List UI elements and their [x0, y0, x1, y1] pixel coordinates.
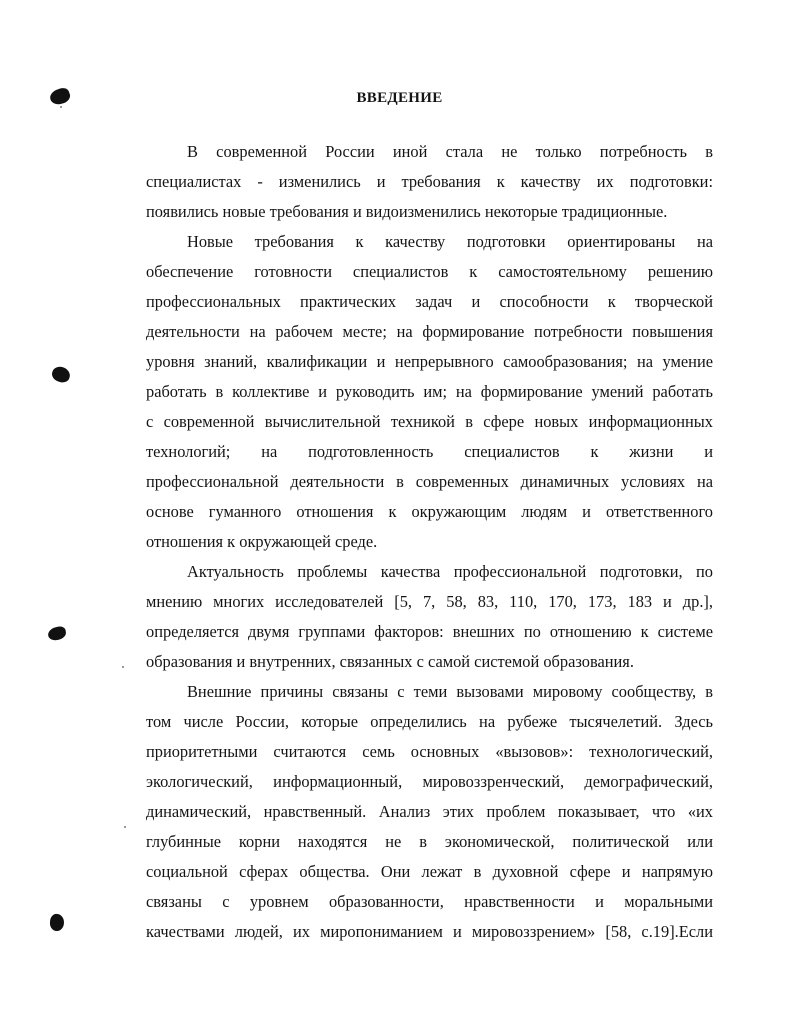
text-line: технологий; на подготовленность специалистов к жизни и	[146, 442, 713, 461]
text-line: деятельности на рабочем месте; на формирование потребности повышения	[146, 322, 713, 341]
text-line: основе гуманного отношения к окружающим людям и ответственного	[146, 502, 713, 521]
text-line: В современной России иной стала не только потребность в	[187, 142, 713, 161]
text-line: обеспечение готовности специалистов к самостоятельному решению	[146, 262, 713, 281]
text-line: отношения к окружающей среде.	[146, 532, 378, 551]
text-line: специалистах - изменились и требования к качеству их подготовки:	[146, 172, 713, 191]
text-line: появились новые требования и видоизменились некоторые традиционные.	[146, 202, 668, 221]
text-line: профессиональной деятельности в современных динамичных условиях на	[146, 472, 713, 491]
scan-speck	[122, 666, 124, 668]
text-line: определяется двумя группами факторов: внешних по отношению к системе	[146, 622, 713, 641]
text-line: мнению многих исследователей [5, 7, 58, 83, 110, 170, 173, 183 и др.],	[146, 592, 713, 611]
text-line: приоритетными считаются семь основных «вызовов»: технологический,	[146, 742, 713, 761]
scan-speck	[124, 826, 126, 828]
document-heading: ВВЕДЕНИЕ	[356, 90, 443, 106]
text-line: экологический, информационный, мировоззренческий, демографический,	[146, 772, 713, 791]
text-line: с современной вычислительной техникой в сфере новых информационных	[146, 412, 713, 431]
punch-hole-mark	[47, 626, 67, 642]
punch-hole-mark	[49, 913, 64, 931]
text-line: связаны с уровнем образованности, нравственности и моральными	[146, 892, 713, 911]
punch-hole-mark	[50, 365, 71, 384]
text-line: том числе России, которые определились на рубеже тысячелетий. Здесь	[146, 712, 713, 731]
text-line: глубинные корни находятся не в экономической, политической или	[146, 832, 713, 851]
text-line: профессиональных практических задач и способности к творческой	[146, 292, 713, 311]
text-line: Новые требования к качеству подготовки ориентированы на	[187, 232, 713, 251]
text-line: образования и внутренних, связанных с самой системой образования.	[146, 652, 634, 671]
document-body	[146, 137, 713, 947]
text-line: Актуальность проблемы качества профессиональной подготовки, по	[187, 562, 713, 581]
text-line: уровня знаний, квалификации и непрерывного самообразования; на умение	[146, 352, 713, 371]
text-line: динамический, нравственный. Анализ этих проблем показывает, что «их	[146, 802, 713, 821]
text-line: социальной сферах общества. Они лежат в духовной сфере и напрямую	[146, 862, 713, 881]
text-line: работать в коллективе и руководить им; на формирование умений работать	[146, 382, 713, 401]
text-line: качествами людей, их миропониманием и мировоззрением» [58, с.19].Если	[146, 922, 713, 941]
text-line: Внешние причины связаны с теми вызовами мировому сообществу, в	[187, 682, 713, 701]
